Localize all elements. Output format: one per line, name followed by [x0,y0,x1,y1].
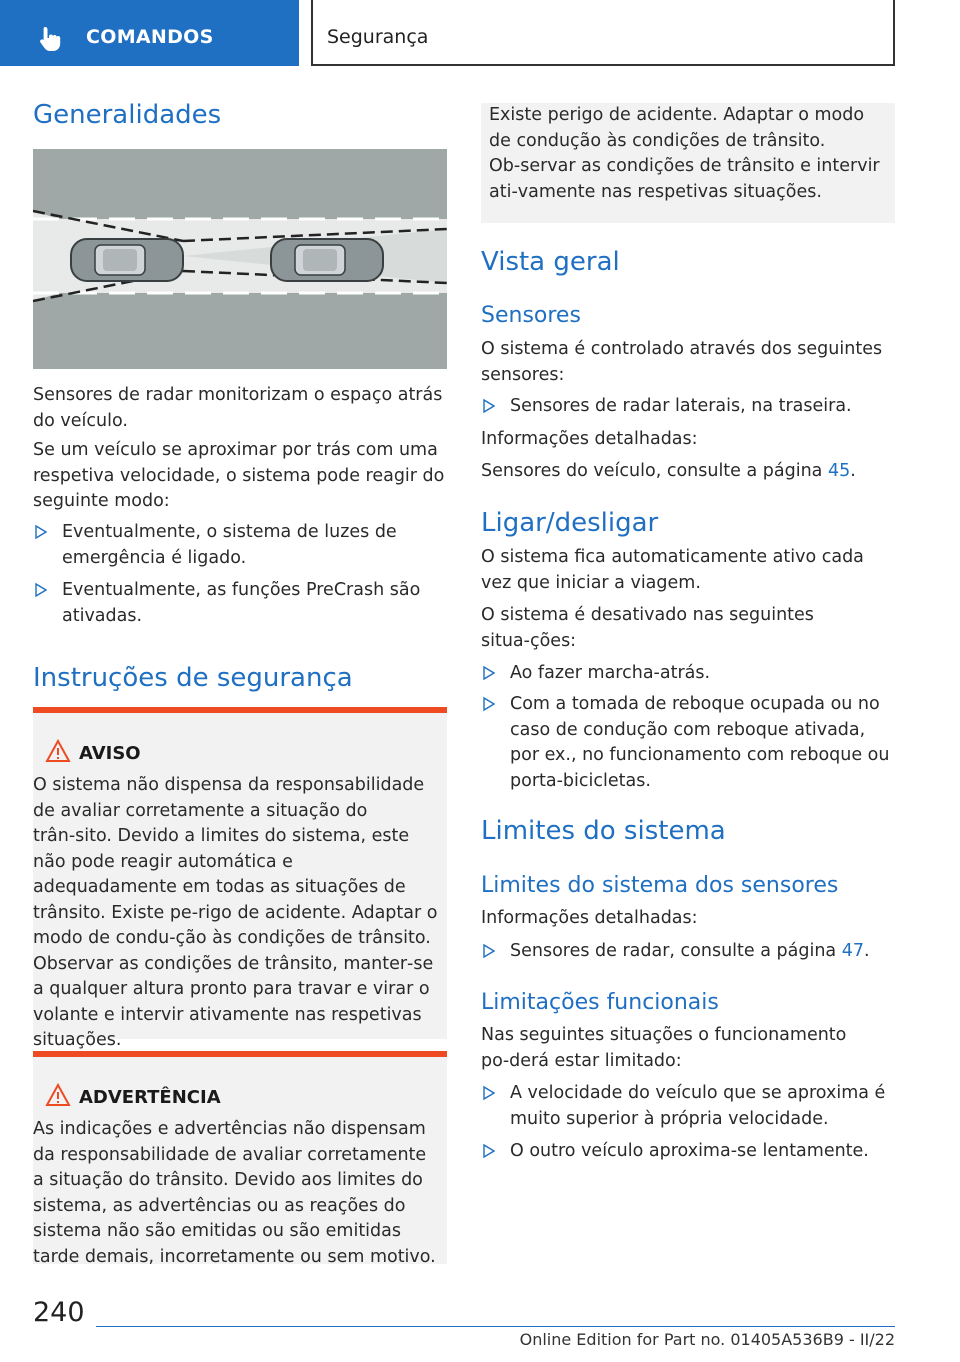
bullet-triangle-icon [483,943,495,959]
warning-label: ADVERTÊNCIA [79,1087,221,1108]
warning-triangle-icon [45,1083,71,1107]
warning-triangle-icon [45,739,71,763]
heading-overview: Vista geral [481,247,620,277]
car-rear [71,239,183,281]
bullet-triangle-icon [35,582,47,598]
list-item: O outro veículo aproxima-se lentamente. [481,1139,895,1165]
heading-generalidades: Generalidades [33,100,222,130]
onoff-paragraph-1: O sistema fica automaticamente ativo cada vez que iniciar a viagem. [481,547,864,593]
section-label: Segurança [327,26,429,48]
radar-illustration [33,149,447,369]
heading-limits: Limites do sistema [481,816,726,846]
heading-onoff: Ligar/desligar [481,508,659,538]
bullet-triangle-icon [483,1085,495,1101]
details-label: Informações detalhadas: [481,429,698,449]
page-link-45[interactable]: 45 [827,461,851,481]
chapter-label: COMANDOS [86,26,214,48]
page-number: 240 [33,1297,85,1328]
subheading-sensors: Sensores [481,303,581,328]
bullet-triangle-icon [483,1143,495,1159]
onoff-paragraph-2: O sistema é desativado nas seguintes situa‑ções: [481,605,814,651]
bullet-triangle-icon [483,398,495,414]
list-item: Eventualmente, as funções PreCrash são ativadas. [33,578,447,629]
subheading-func-limits: Limitações funcionais [481,990,719,1015]
warning-box-advertencia [33,1051,447,1267]
warning-label: AVISO [79,743,141,764]
list-item: Eventualmente, o sistema de luzes de emergência é ligado. [33,520,447,571]
list-item: Sensores de radar, consulte a página 47. [481,939,895,965]
warning-continuation-box [481,103,895,223]
bullet-triangle-icon [483,665,495,681]
func-paragraph: Nas seguintes situações o funcionamento po‑derá estar limitado: [481,1025,847,1071]
list-item: Sensores de radar laterais, na traseira. [481,394,895,420]
list-item: A velocidade do veículo que se aproxima é muito superior à própria velocidade. [481,1081,895,1132]
sensors-reference: Sensores do veículo, consulte a página 45. [481,461,856,481]
details-label-2: Informações detalhadas: [481,908,698,928]
sensors-paragraph: O sistema é controlado através dos seguintes sensores: [481,339,883,385]
chapter-tab[interactable] [0,0,299,66]
car-front [271,239,383,281]
footer-divider [96,1326,895,1327]
intro-paragraph-2: Se um veículo se aproximar por trás com uma respetiva velocidade, o sistema pode reagir do seguinte modo: [33,440,445,511]
warning-text: As indicações e advertências não dispensam da responsabilidade de avaliar corretamente a situação do trânsito. Devido aos limites do sistema, as advertências ou as reações do sistema não são emitidas ou são emitidas tarde demais, incorretamente ou sem motivo. [33,1119,436,1267]
page-link-47[interactable]: 47 [841,941,864,961]
warning-continuation-text: Existe perigo de acidente. Adaptar o modo de condução às condições de trânsito. Ob‑servar as condições de trânsito e intervir ati‑vamente nas respetivas situações. [489,105,880,202]
intro-paragraph-1: Sensores de radar monitorizam o espaço atrás do veículo. [33,385,443,431]
hand-pointer-icon [36,24,66,54]
section-header [311,0,895,66]
list-item: Com a tomada de reboque ocupada ou no caso de condução com reboque ativada, por ex., no funcionamento com reboque ou porta-bicicletas. [481,692,895,794]
list-item: Ao fazer marcha-atrás. [481,661,895,687]
bullet-triangle-icon [35,524,47,540]
heading-safety: Instruções de segurança [33,663,353,693]
warning-text: O sistema não dispensa da responsabilidade de avaliar corretamente a situação do trân‑sito. Devido a limites do sistema, este não pode reagir automática e adequadamente em todas as situações de trânsito. Existe pe‑rigo de acidente. Adaptar o modo de condu‑ção às condições de trânsito. Observar as condições de trânsito, manter‑se a qualquer altura pronto para travar e virar o volante e intervir ativamente nas respetivas situações. [33,775,438,1050]
warning-box-aviso [33,707,447,1050]
edition-footer: Online Edition for Part no. 01405A536B9 - II/22 [519,1330,895,1349]
subheading-sensor-limits: Limites do sistema dos sensores [481,873,839,898]
bullet-triangle-icon [483,696,495,712]
